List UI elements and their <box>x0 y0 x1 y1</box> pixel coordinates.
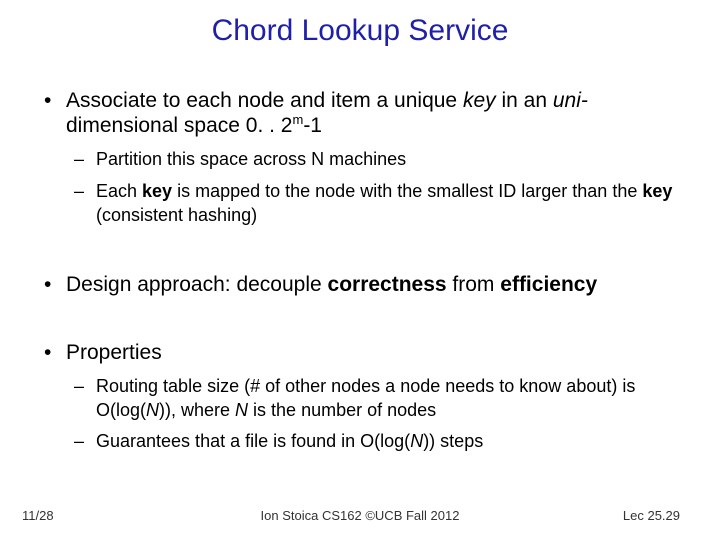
bullet-marker: • <box>44 341 52 364</box>
footer-date: 11/28 <box>22 508 54 523</box>
bullet-marker: • <box>44 89 52 112</box>
bullet-marker: • <box>44 273 52 296</box>
slide-title: Chord Lookup Service <box>211 14 509 47</box>
footer-course: Ion Stoica CS162 ©UCB Fall 2012 <box>260 508 460 523</box>
subbullet-marker: – <box>74 149 85 169</box>
subbullet-text: Guarantees that a file is found in O(log(N)) steps <box>96 431 484 451</box>
bullet-text: Properties <box>66 341 162 364</box>
subbullet-marker: – <box>74 431 85 451</box>
subbullet-marker: – <box>74 181 85 201</box>
subbullet-text: Routing table size (# of other nodes a node needs to know about) is O(log(N)), where N is the number of nodes <box>96 376 636 420</box>
footer-slide-number: Lec 25.29 <box>622 508 680 523</box>
subbullet-marker: – <box>74 376 85 396</box>
subbullet-text: Partition this space across N machines <box>96 149 407 169</box>
subbullet-text: Each key is mapped to the node with the smallest ID larger than the key (consistent hashing) <box>96 181 673 225</box>
bullet-text: Design approach: decouple correctness from efficiency <box>66 273 598 296</box>
bullet-text: Associate to each node and item a unique key in an uni- dimensional space 0. . 2$^m$-1 <box>66 89 588 137</box>
